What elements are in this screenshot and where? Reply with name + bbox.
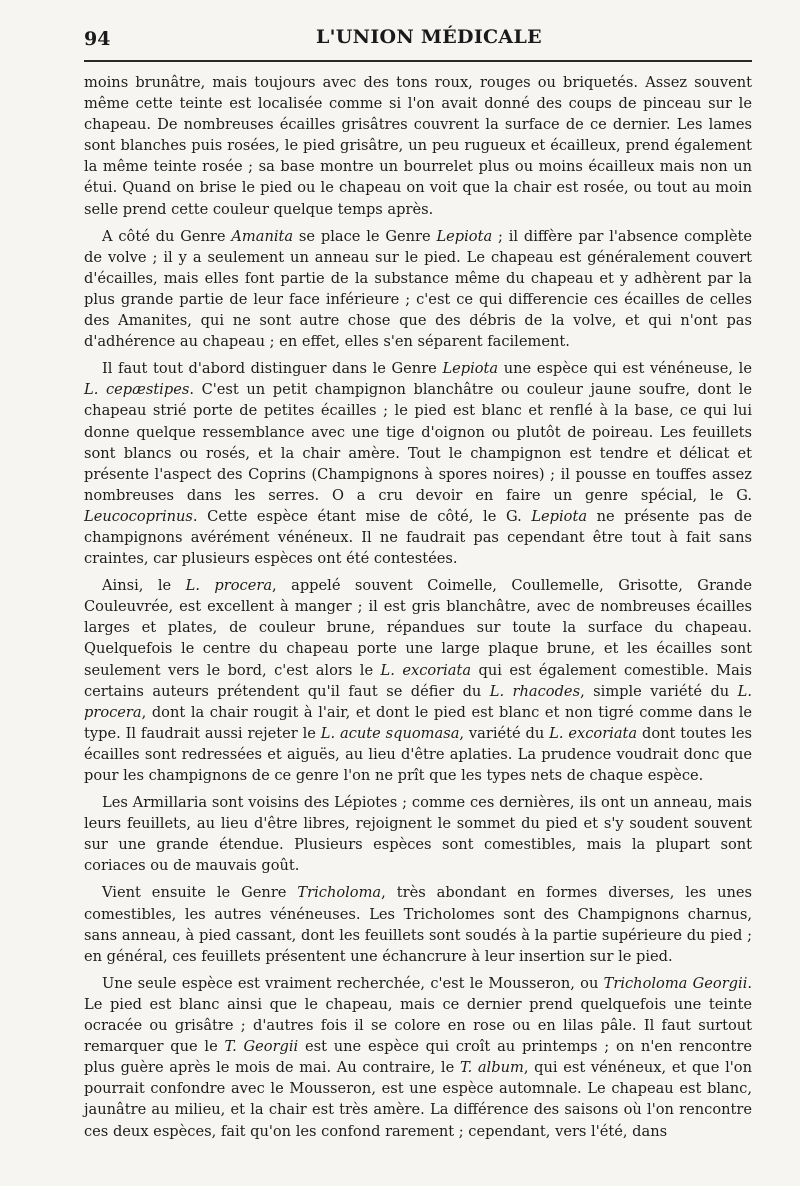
- text-run: . Cette espèce étant mise de côté, le G.: [192, 507, 532, 525]
- text-run: , qui est vénéneux, et que l'on pourrait confondre avec le Mousseron, est une espèce automnale. Le chapeau est blanc, jaunâtre au milieu, et la chair est très amère. La différence des saisons où l'on rencontre ces deux espèces, fait qu'on les confond rarement ; cependant, vers l'été, dans: [84, 1059, 752, 1140]
- text-run: est une espèce qui croît au printemps ; on n'en rencontre plus guère après le mois de mai. Au contraire, le: [84, 1038, 752, 1077]
- text-run: , dont la chair rougit à l'air, et dont le pied est blanc et non tigré comme dans le type. Il faudrait aussi rejeter le: [84, 703, 752, 742]
- text-run: . Le pied est blanc ainsi que le chapeau, mais ce dernier prend quelquefois une teinte ocracée ou grisâtre ; d'autres fois il se colore en rose ou en lilas pâle. Il faut surtout remarquer que le: [84, 974, 753, 1056]
- text-run: se place le Genre: [293, 227, 437, 245]
- italic-term: T. album: [459, 1059, 524, 1077]
- paragraph: [84, 882, 752, 966]
- italic-term: L. rhacodes: [489, 682, 581, 700]
- text-run: moins brunâtre, mais toujours avec des tons roux, rouges ou briquetés. Assez souvent même cette teinte est localisée comme si l'on avait donné des coups de pinceau sur le chapeau. De nombreuses écailles grisâtres couvrent la surface de ce dernier. Les lames sont blanches puis rosées, le pied grisâtre, un peu rugueux et écailleux, prend également la même teinte rosée ; sa base montre un bourrelet plus ou moins écailleux mais non un étui. Quand on brise le pied ou le chapeau on voit que la chair est rosée, ou tout au moin selle prend cette couleur quelque temps après.: [84, 74, 752, 218]
- italic-term: L. acute squomasa: [320, 724, 460, 742]
- paragraph: [84, 72, 752, 220]
- italic-term: Lepiota: [531, 507, 588, 525]
- text-run: qui est également comestible. Mais certains auteurs prétendent qu'il faut se défier du: [84, 661, 752, 700]
- running-title: L'UNION MÉDICALE: [316, 26, 542, 48]
- page-header: [84, 22, 752, 56]
- text-run: Il faut tout d'abord distinguer dans le Genre: [102, 360, 443, 378]
- text-run: Vient ensuite le Genre: [102, 884, 298, 902]
- text-run: dont toutes les écailles sont redressées et aiguës, au lieu d'être aplaties. La prudence voudrait donc que pour les champignons de ce genre l'on ne prît que les types nets de chaque espèce.: [84, 724, 752, 784]
- paragraph: [84, 226, 752, 353]
- italic-term: Leucocoprinus: [84, 507, 193, 525]
- text-run: , simple variété du: [580, 682, 738, 700]
- italic-term: Lepiota: [442, 360, 499, 378]
- paragraph: [84, 973, 752, 1142]
- header-rule: [84, 60, 752, 62]
- italic-term: Amanita: [231, 227, 294, 245]
- italic-term: T. Georgii: [224, 1038, 299, 1056]
- body-text: [84, 72, 752, 1148]
- italic-term: L. excoriata: [380, 661, 472, 679]
- text-run: , très abondant en formes diverses, les unes comestibles, les autres vénéneuses. Les Tricholomes sont des Champignons charnus, sans anneau, à pied cassant, dont les feuillets sont soudés à la partie supérieure du pied ; en général, ces feuillets présentent une échancrure à leur insertion sur le pied.: [84, 884, 753, 965]
- text-run: A côté du Genre: [102, 227, 232, 245]
- italic-term: Lepiota: [436, 227, 493, 245]
- text-run: une espèce qui est vénéneuse, le: [498, 360, 752, 378]
- text-run: , variété du: [459, 724, 550, 742]
- italic-term: Tricholoma: [297, 884, 382, 902]
- page-number: 94: [84, 28, 111, 50]
- text-run: Une seule espèce est vraiment recherchée, c'est le Mousseron, ou: [102, 974, 604, 992]
- text-run: ne présente pas de champignons avérément vénéneux. Il ne faudrait pas cependant être tout à fait sans craintes, car plusieurs espèces ont été contestées.: [84, 507, 752, 568]
- text-run: , appelé souvent Coimelle, Coullemelle, Grisotte, Grande Couleuvrée, est excellent à manger ; il est gris blanchâtre, avec de nombreuses écailles larges et plates, de couleur brune, répandues sur toute la surface du chapeau. Quelquefois le centre du chapeau porte une large plaque brune, et les écailles sont seulement vers le bord, c'est alors le: [84, 577, 753, 679]
- italic-term: L. cepæstipes: [84, 381, 190, 399]
- italic-term: L. excoriata: [549, 724, 638, 742]
- italic-term: Tricholoma Georgii: [603, 974, 748, 992]
- text-run: ; il diffère par l'absence complète de volve ; il y a seulement un anneau sur le pied. Le chapeau est généralement couvert d'écailles, mais elles font partie de la substance même du chapeau et y adhèrent par la plus grande partie de leur face inférieure ; c'est ce qui differencie ces écailles de celles des Amanites, qui ne sont autre chose que des débris de la volve, et qui n'ont pas d'adhérence au chapeau ; en effet, elles s'en séparent facilement.: [84, 227, 753, 351]
- paragraph: [84, 358, 752, 569]
- text-run: . C'est un petit champignon blanchâtre ou couleur jaune soufre, dont le chapeau strié porte de petites écailles ; le pied est blanc et renflé à la base, ce qui lui donne quelque ressemblance avec une tige d'oignon ou plutôt de poireau. Les feuillets sont blancs ou rosés, et la chair amère. Tout le champignon est tendre et délicat et présente l'aspect des Coprins (Champignons à spores noires) ; il pousse en touffes assez nombreuses dans les serres. O a cru devoir en faire un genre spécial, le G.: [84, 381, 753, 504]
- italic-term: L. procera: [185, 577, 273, 595]
- text-run: Les Armillaria sont voisins des Lépiotes ; comme ces dernières, ils ont un anneau, mais leurs feuillets, au lieu d'être libres, rejoignent le sommet du pied et s'y soudent souvent sur une grande étendue. Plusieurs espèces sont comestibles, mais la plupart sont coriaces ou de mauvais goût.: [84, 794, 752, 875]
- paragraph: [84, 792, 752, 876]
- text-run: Ainsi, le: [102, 577, 186, 595]
- paragraph: [84, 575, 752, 786]
- italic-term: L. procera: [84, 682, 752, 721]
